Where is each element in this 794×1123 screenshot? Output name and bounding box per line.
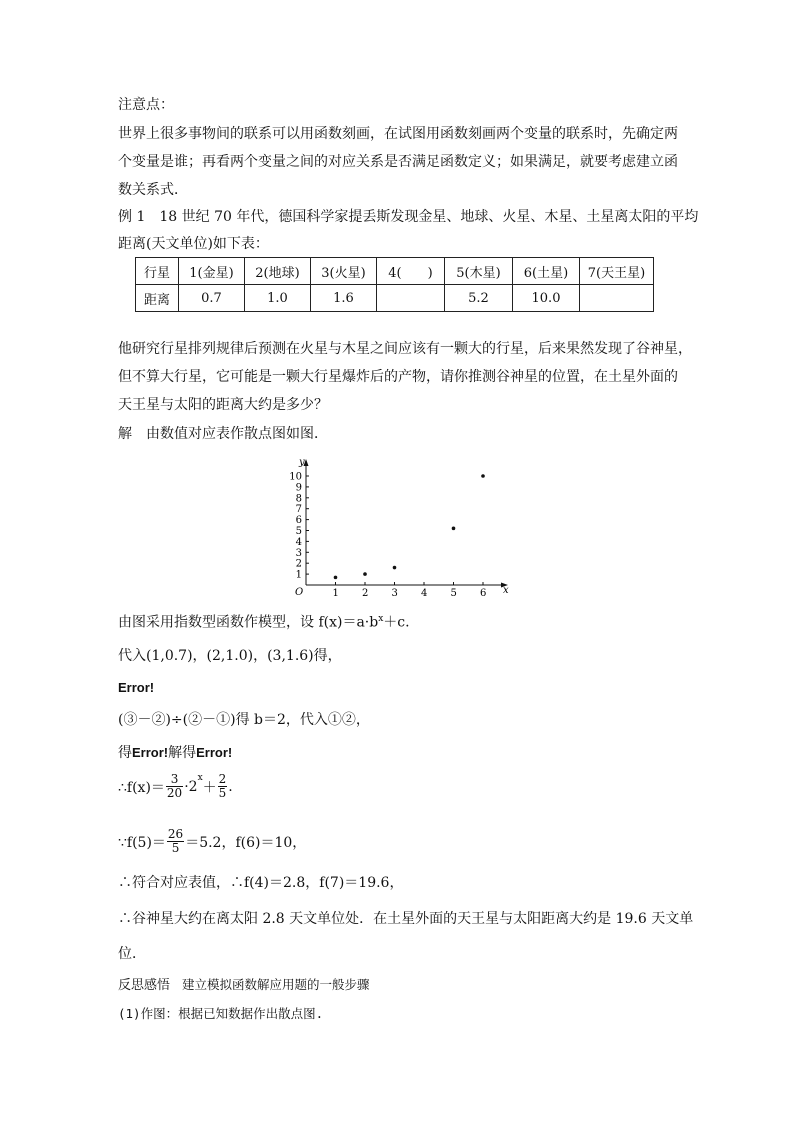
y-tick-label: 8 (295, 493, 302, 505)
question-line-3: 天王星与太阳的距离大约是多少？ (118, 397, 328, 413)
error-line-prefix: 得 (118, 745, 132, 761)
f5-lead: ∵f(5)＝ (118, 834, 166, 851)
reflection-text: 建立模拟函数解应用题的一般步骤 (182, 977, 370, 992)
table-cell: 7(天王星) (580, 258, 654, 285)
planet-distance-table (135, 257, 654, 312)
step-line: (③－②)÷(②－①)得 b＝2，代入①②， (118, 712, 370, 728)
y-tick-label: 10 (289, 471, 302, 483)
error-line (118, 743, 232, 763)
x-tick-label: 6 (480, 588, 487, 599)
table-cell: 5.2 (445, 285, 513, 312)
table-cell: 6(土星) (513, 258, 580, 285)
table-cell (580, 285, 654, 312)
x-tick-label: 5 (450, 588, 457, 599)
origin-label: O (295, 587, 304, 598)
fraction (167, 828, 184, 855)
table-cell: 4( ) (377, 258, 445, 285)
y-tick-label: 2 (295, 558, 302, 570)
table-cell: 0.7 (179, 285, 245, 312)
model-tail: ＋c. (383, 614, 410, 631)
scatter-point (363, 572, 367, 576)
table-cell: 距离 (136, 285, 179, 312)
reflection-title: 反思感悟 (118, 977, 171, 992)
notes-line-2: 个变量是谁；再看两个变量之间的对应关系是否满足函数定义；如果满足，就要考虑建立函 (118, 154, 678, 170)
fraction-denominator: 5 (218, 786, 227, 800)
fx-plus: ＋ (202, 779, 217, 796)
model-exponent: x (378, 614, 384, 624)
scatter-point (452, 527, 456, 531)
fraction-denominator: 5 (171, 841, 180, 855)
x-tick-label: 4 (421, 588, 428, 599)
y-tick-label: 1 (295, 569, 302, 581)
y-tick-label: 5 (295, 526, 302, 537)
table-cell: 2(地球) (245, 258, 311, 285)
reflection-heading (118, 975, 370, 996)
y-tick-label: 9 (295, 482, 302, 494)
error-system-3: Error! (196, 745, 233, 760)
scatter-point (334, 576, 338, 580)
x-tick-label: 2 (362, 588, 369, 599)
fraction (166, 773, 183, 800)
table-row (136, 258, 654, 285)
y-tick-label: 4 (295, 536, 302, 548)
table-cell: 1.0 (245, 285, 311, 312)
fraction-numerator: 2 (218, 772, 227, 786)
table-cell: 3(火星) (311, 258, 377, 285)
error-line-mid: 解得 (168, 745, 197, 761)
fraction (218, 773, 228, 800)
y-axis-label: y (299, 457, 305, 468)
notes-title: 注意点： (118, 97, 174, 113)
f5-tail: ＝5.2，f(6)＝10， (185, 834, 307, 851)
fx-lead: ∴f(x)＝ (118, 779, 165, 796)
y-tick-label: 7 (295, 504, 302, 516)
notes-line-3: 数关系式． (118, 182, 188, 198)
model-text: 由图采用指数型函数作模型，设 f(x)＝a·b (118, 614, 379, 631)
fx-formula (118, 773, 233, 800)
y-tick-label: 6 (295, 515, 302, 527)
x-axis-label: x (503, 585, 509, 596)
table-cell: 10.0 (513, 285, 580, 312)
step-1-line: (1)作图：根据已知数据作出散点图. (118, 1006, 324, 1021)
error-system-1: Error! (118, 680, 155, 695)
solution-intro: 解 由数值对应表作散点图如图． (118, 426, 328, 442)
table-cell: 1(金星) (179, 258, 245, 285)
table-cell (377, 285, 445, 312)
fits-line: ∴符合对应表值，∴f(4)＝2.8，f(7)＝19.6， (118, 875, 404, 891)
table-row (136, 285, 654, 312)
table-cell: 5(木星) (445, 258, 513, 285)
question-line-2: 但不算大行星，它可能是一颗大行星爆炸后的产物，请你推测谷神星的位置，在土星外面的 (118, 369, 678, 385)
fraction-denominator: 20 (166, 786, 183, 800)
fraction-numerator: 3 (166, 773, 183, 787)
table-cell: 行星 (136, 258, 179, 285)
conclusion-line-2: 位． (118, 946, 146, 962)
substitute-line: 代入(1,0.7)，(2,1.0)，(3,1.6)得， (118, 648, 342, 664)
error-system-2: Error! (132, 745, 169, 760)
fx-end: . (228, 778, 233, 795)
fx-exponent: x (197, 773, 203, 783)
scatter-point (393, 566, 397, 570)
notes-line-1: 世界上很多事物间的联系可以用函数刻画，在试图用函数刻画两个变量的联系时，先确定两 (118, 126, 678, 142)
f5-formula (118, 828, 306, 855)
fraction-numerator: 26 (167, 827, 184, 841)
y-tick-label: 3 (295, 547, 302, 559)
conclusion-line-1: ∴谷神星大约在离太阳 2.8 天文单位处．在土星外面的天王星与太阳距离大约是 19.6 天文单 (118, 911, 694, 927)
question-line-1: 他研究行星排列规律后预测在火星与木星之间应该有一颗大的行星，后来果然发现了谷神星， (118, 341, 692, 357)
x-tick-label: 1 (332, 588, 339, 599)
example-line-2: 距离(天文单位)如下表： (118, 236, 269, 252)
table-cell: 1.6 (311, 285, 377, 312)
x-tick-label: 3 (391, 588, 398, 599)
model-line (118, 609, 410, 633)
fx-mid: ·2 (184, 778, 198, 795)
scatter-point (481, 474, 485, 478)
scatter-plot (280, 452, 515, 600)
example-line-1: 例 1 18 世纪 70 年代，德国科学家提丢斯发现金星、地球、火星、木星、土星离太阳的平均 (118, 209, 699, 225)
